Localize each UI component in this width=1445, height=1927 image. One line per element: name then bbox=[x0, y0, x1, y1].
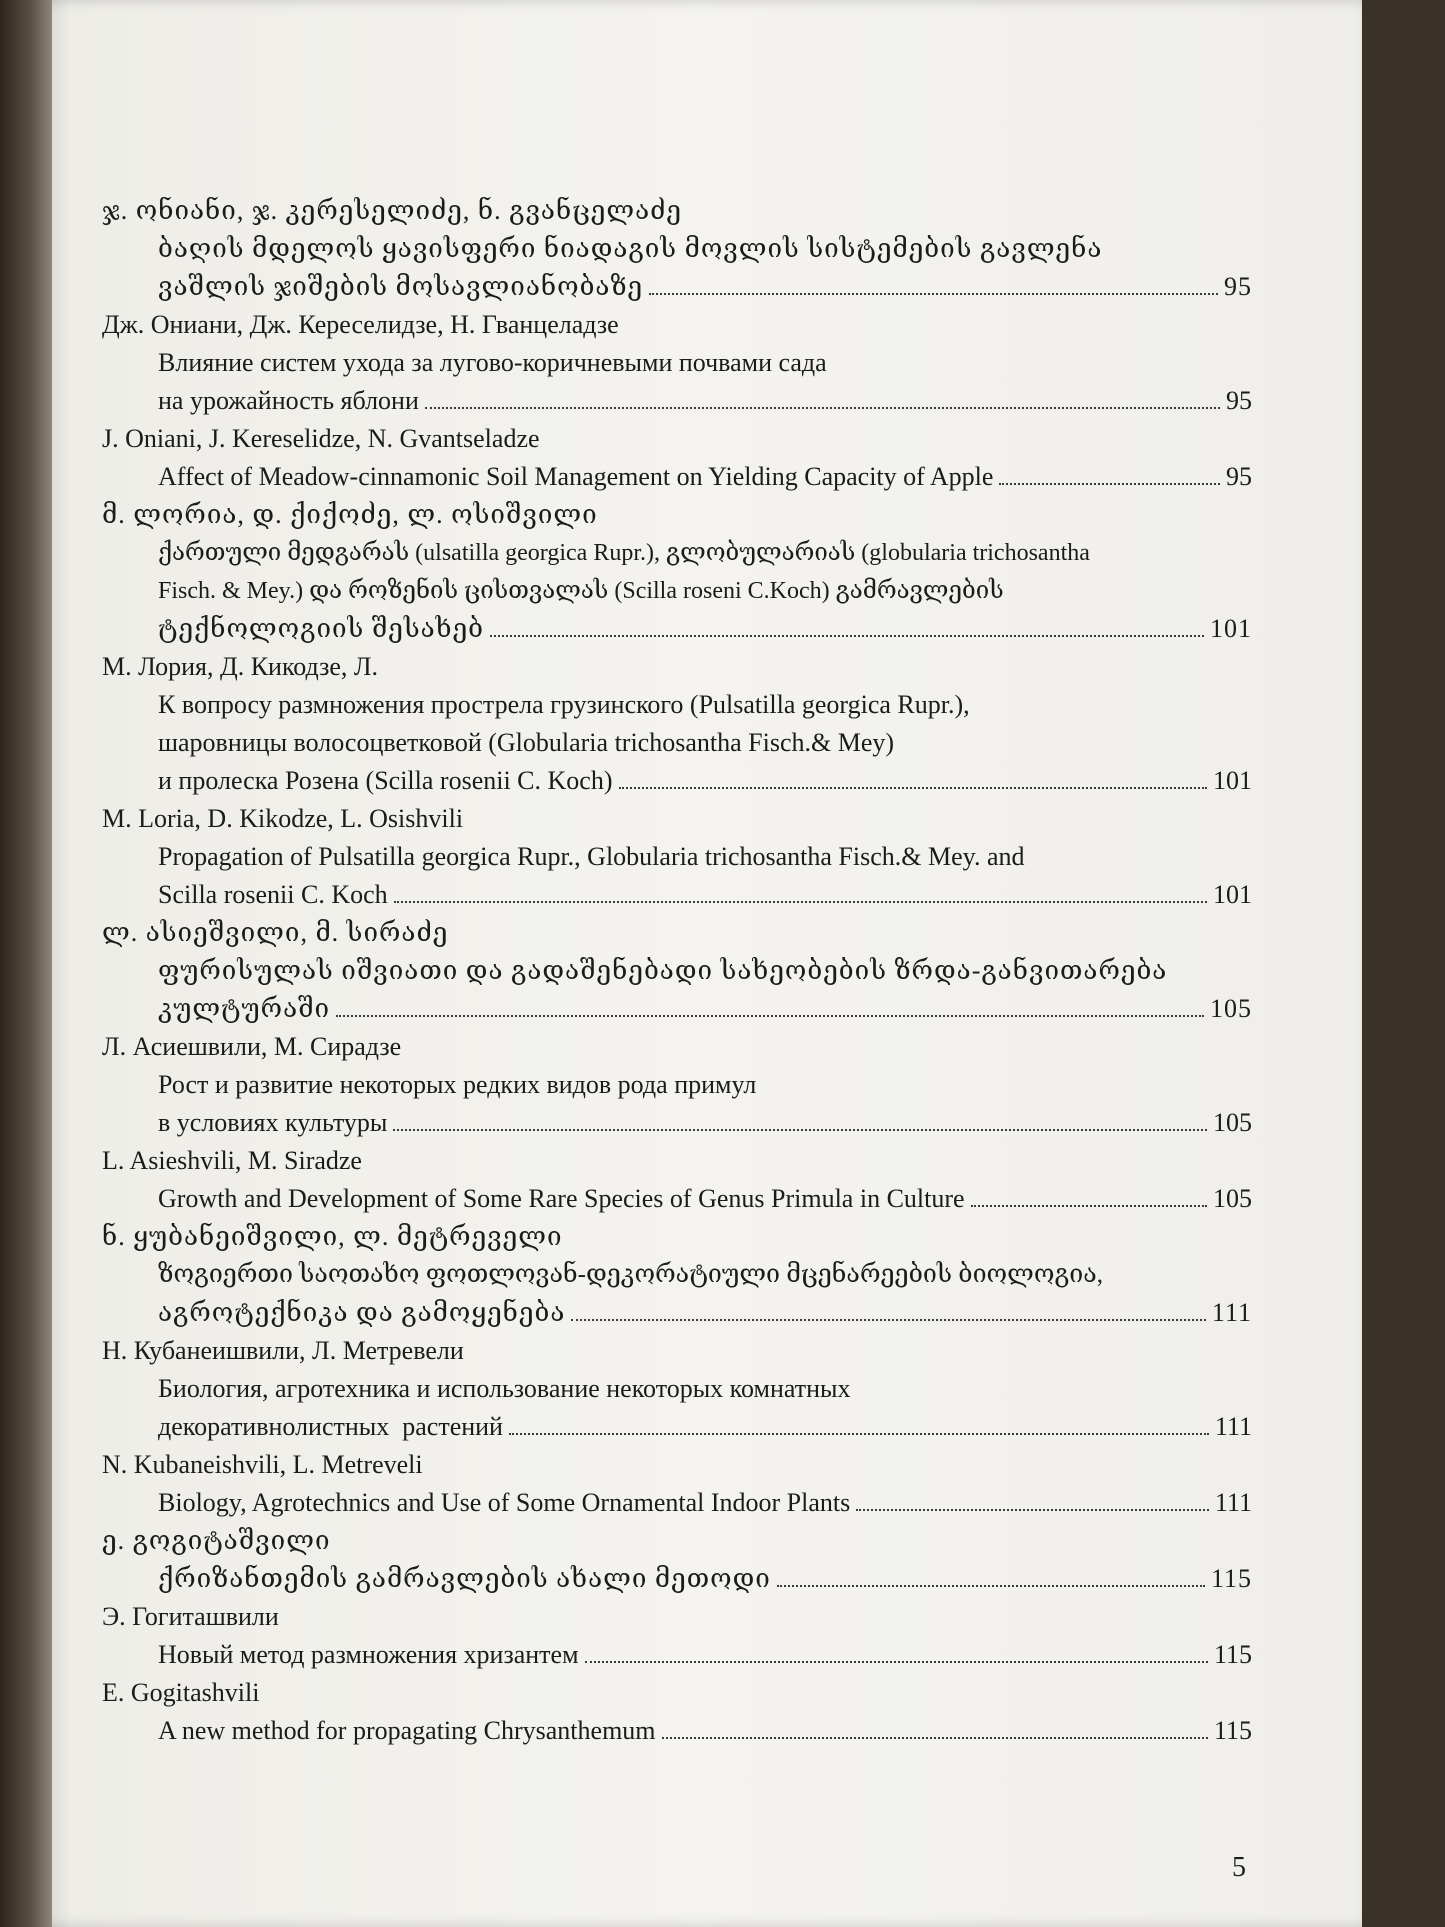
toc-entry bbox=[102, 1218, 1252, 1332]
page-ref: 101 bbox=[1210, 614, 1252, 643]
entry-title-last-line bbox=[102, 1180, 1252, 1218]
entry-title-line: шаровницы волосоцветковой (Globularia trichosantha Fisch.& Mey) bbox=[158, 728, 895, 757]
toc-entry bbox=[102, 306, 1252, 420]
entry-title-text: Scilla rosenii C. Koch bbox=[158, 880, 388, 909]
dot-leader bbox=[619, 787, 1208, 789]
page-ref: 115 bbox=[1213, 1716, 1252, 1745]
dot-leader bbox=[571, 1319, 1206, 1321]
page-ref: 115 bbox=[1210, 1564, 1252, 1593]
dot-leader bbox=[999, 483, 1220, 485]
page-ref: 105 bbox=[1213, 1184, 1252, 1213]
entry-title-last-line bbox=[102, 1484, 1252, 1522]
toc-entry bbox=[102, 1674, 1252, 1750]
entry-title-last-line bbox=[102, 876, 1252, 914]
entry-title-text: ვაშლის ჯიშების მოსავლიანობაზე bbox=[158, 272, 644, 301]
toc-entry bbox=[102, 1028, 1252, 1142]
entry-authors: J. Oniani, J. Kereselidze, N. Gvantseladze bbox=[102, 424, 540, 453]
entry-title-line: Propagation of Pulsatilla georgica Rupr., Globularia trichosantha Fisch.& Mey. and bbox=[158, 842, 1025, 871]
dot-leader bbox=[777, 1585, 1205, 1587]
entry-authors: ლ. ასიეშვილი, მ. სირაძე bbox=[102, 918, 449, 947]
entry-title-line: ქართული მედგარას (ulsatilla georgica Rupr.), გლობულარიას (globularia trichosantha bbox=[158, 540, 1090, 566]
dot-leader bbox=[662, 1737, 1208, 1739]
toc-entry bbox=[102, 1446, 1252, 1522]
entry-title-last-line bbox=[102, 1560, 1252, 1598]
entry-title-text: Growth and Development of Some Rare Species of Genus Primula in Culture bbox=[158, 1184, 965, 1213]
toc-entry bbox=[102, 420, 1252, 496]
dot-leader bbox=[971, 1205, 1207, 1207]
entry-title-last-line bbox=[102, 1636, 1252, 1674]
entry-title-line: Fisch. & Mey.) და როზენის ცისთვალას (Scilla roseni C.Koch) გამრავლების bbox=[158, 578, 1004, 604]
toc-entry bbox=[102, 1522, 1252, 1598]
entry-authors: Н. Кубанеишвили, Л. Метревели bbox=[102, 1336, 464, 1365]
entry-title-text: и пролеска Розена (Scilla rosenii C. Koch) bbox=[158, 766, 613, 795]
book-spine bbox=[0, 0, 52, 1927]
toc-entry bbox=[102, 192, 1252, 306]
entry-title-last-line bbox=[102, 990, 1252, 1028]
book-page bbox=[32, 0, 1362, 1927]
page-ref: 95 bbox=[1224, 272, 1252, 301]
entry-title-last-line bbox=[102, 1294, 1252, 1332]
entry-title-text: декоративнолистных растений bbox=[158, 1412, 503, 1441]
entry-title-text: ქრიზანთემის გამრავლების ახალი მეთოდი bbox=[158, 1564, 771, 1593]
entry-title-text: в условиях культуры bbox=[158, 1108, 388, 1137]
toc-entry bbox=[102, 1332, 1252, 1446]
entry-authors: М. Лория, Д. Кикодзе, Л. bbox=[102, 652, 379, 681]
entry-title-text: ტექნოლოგიის შესახებ bbox=[158, 614, 485, 643]
entry-title-last-line bbox=[102, 382, 1252, 420]
entry-title-last-line bbox=[102, 458, 1252, 496]
entry-authors: ჯ. ონიანი, ჯ. კერესელიძე, ნ. გვანცელაძე bbox=[102, 196, 682, 225]
dot-leader bbox=[585, 1661, 1208, 1663]
dot-leader bbox=[649, 293, 1218, 295]
page-ref: 95 bbox=[1226, 386, 1252, 415]
dot-leader bbox=[490, 635, 1204, 637]
entry-title-last-line bbox=[102, 1104, 1252, 1142]
toc-entry bbox=[102, 1598, 1252, 1674]
entry-authors: ნ. ყუბანეიშვილი, ლ. მეტრეველი bbox=[102, 1222, 563, 1251]
entry-title-text: A new method for propagating Chrysanthemum bbox=[158, 1716, 656, 1745]
dot-leader bbox=[336, 1015, 1204, 1017]
entry-title-line: ფურისულას იშვიათი და გადაშენებადი სახეობების ზრდა-განვითარება bbox=[158, 956, 1168, 985]
entry-title-last-line bbox=[102, 610, 1252, 648]
page-ref: 95 bbox=[1226, 462, 1252, 491]
entry-authors: N. Kubaneishvili, L. Metreveli bbox=[102, 1450, 423, 1479]
toc-entry bbox=[102, 914, 1252, 1028]
page-ref: 105 bbox=[1210, 994, 1252, 1023]
entry-title-text: на урожайность яблони bbox=[158, 386, 419, 415]
entry-title-line: ზოგიერთი საოთახო ფოთლოვან-დეკორატიული მცენარეების ბიოლოგია, bbox=[158, 1261, 1103, 1288]
table-of-contents bbox=[102, 192, 1252, 1750]
page-ref: 115 bbox=[1213, 1640, 1252, 1669]
entry-title-text: Biology, Agrotechnics and Use of Some Ornamental Indoor Plants bbox=[158, 1488, 851, 1517]
page-ref: 111 bbox=[1214, 1412, 1252, 1441]
page-number: 5 bbox=[1232, 1852, 1246, 1883]
page-ref: 111 bbox=[1211, 1298, 1252, 1327]
entry-authors: Дж. Ониани, Дж. Кереселидзе, Н. Гванцеладзе bbox=[102, 310, 619, 339]
page-ref: 105 bbox=[1213, 1108, 1252, 1137]
dot-leader bbox=[394, 901, 1207, 903]
toc-entry bbox=[102, 800, 1252, 914]
dot-leader bbox=[393, 1129, 1207, 1131]
dot-leader bbox=[856, 1509, 1209, 1511]
entry-authors: L. Asieshvili, M. Siradze bbox=[102, 1146, 362, 1175]
entry-title-last-line bbox=[102, 1408, 1252, 1446]
entry-title-text: აგროტექნიკა და გამოყენება bbox=[158, 1298, 566, 1327]
toc-entry bbox=[102, 496, 1252, 648]
entry-title-last-line bbox=[102, 762, 1252, 800]
dot-leader bbox=[509, 1433, 1209, 1435]
toc-entry bbox=[102, 1142, 1252, 1218]
entry-title-text: Новый метод размножения хризантем bbox=[158, 1640, 579, 1669]
entry-title-line: К вопросу размножения прострела грузинского (Pulsatilla georgica Rupr.), bbox=[158, 690, 970, 719]
entry-title-line: Биология, агротехника и использование некоторых комнатных bbox=[158, 1374, 851, 1403]
entry-title-line: ბაღის მდელოს ყავისფერი ნიადაგის მოვლის სისტემების გავლენა bbox=[158, 234, 1103, 263]
page-ref: 101 bbox=[1213, 880, 1252, 909]
dot-leader bbox=[425, 407, 1220, 409]
entry-authors: ე. გოგიტაშვილი bbox=[102, 1526, 331, 1555]
entry-title-text: Affect of Meadow-cinnamonic Soil Management on Yielding Capacity of Apple bbox=[158, 462, 994, 491]
page-ref: 101 bbox=[1213, 766, 1252, 795]
entry-authors: Э. Гогиташвили bbox=[102, 1602, 279, 1631]
entry-authors: M. Loria, D. Kikodze, L. Osishvili bbox=[102, 804, 464, 833]
entry-authors: E. Gogitashvili bbox=[102, 1678, 260, 1707]
page-ref: 111 bbox=[1214, 1488, 1252, 1517]
entry-authors: Л. Асиешвили, М. Сирадзе bbox=[102, 1032, 402, 1061]
entry-authors: მ. ლორია, დ. ქიქოძე, ლ. ოსიშვილი bbox=[102, 500, 598, 529]
entry-title-last-line bbox=[102, 1712, 1252, 1750]
entry-title-line: Рост и развитие некоторых редких видов рода примул bbox=[158, 1070, 757, 1099]
entry-title-text: კულტურაში bbox=[158, 994, 331, 1023]
toc-entry bbox=[102, 648, 1252, 800]
entry-title-last-line bbox=[102, 268, 1252, 306]
entry-title-line: Влияние систем ухода за лугово-коричневыми почвами сада bbox=[158, 348, 827, 377]
